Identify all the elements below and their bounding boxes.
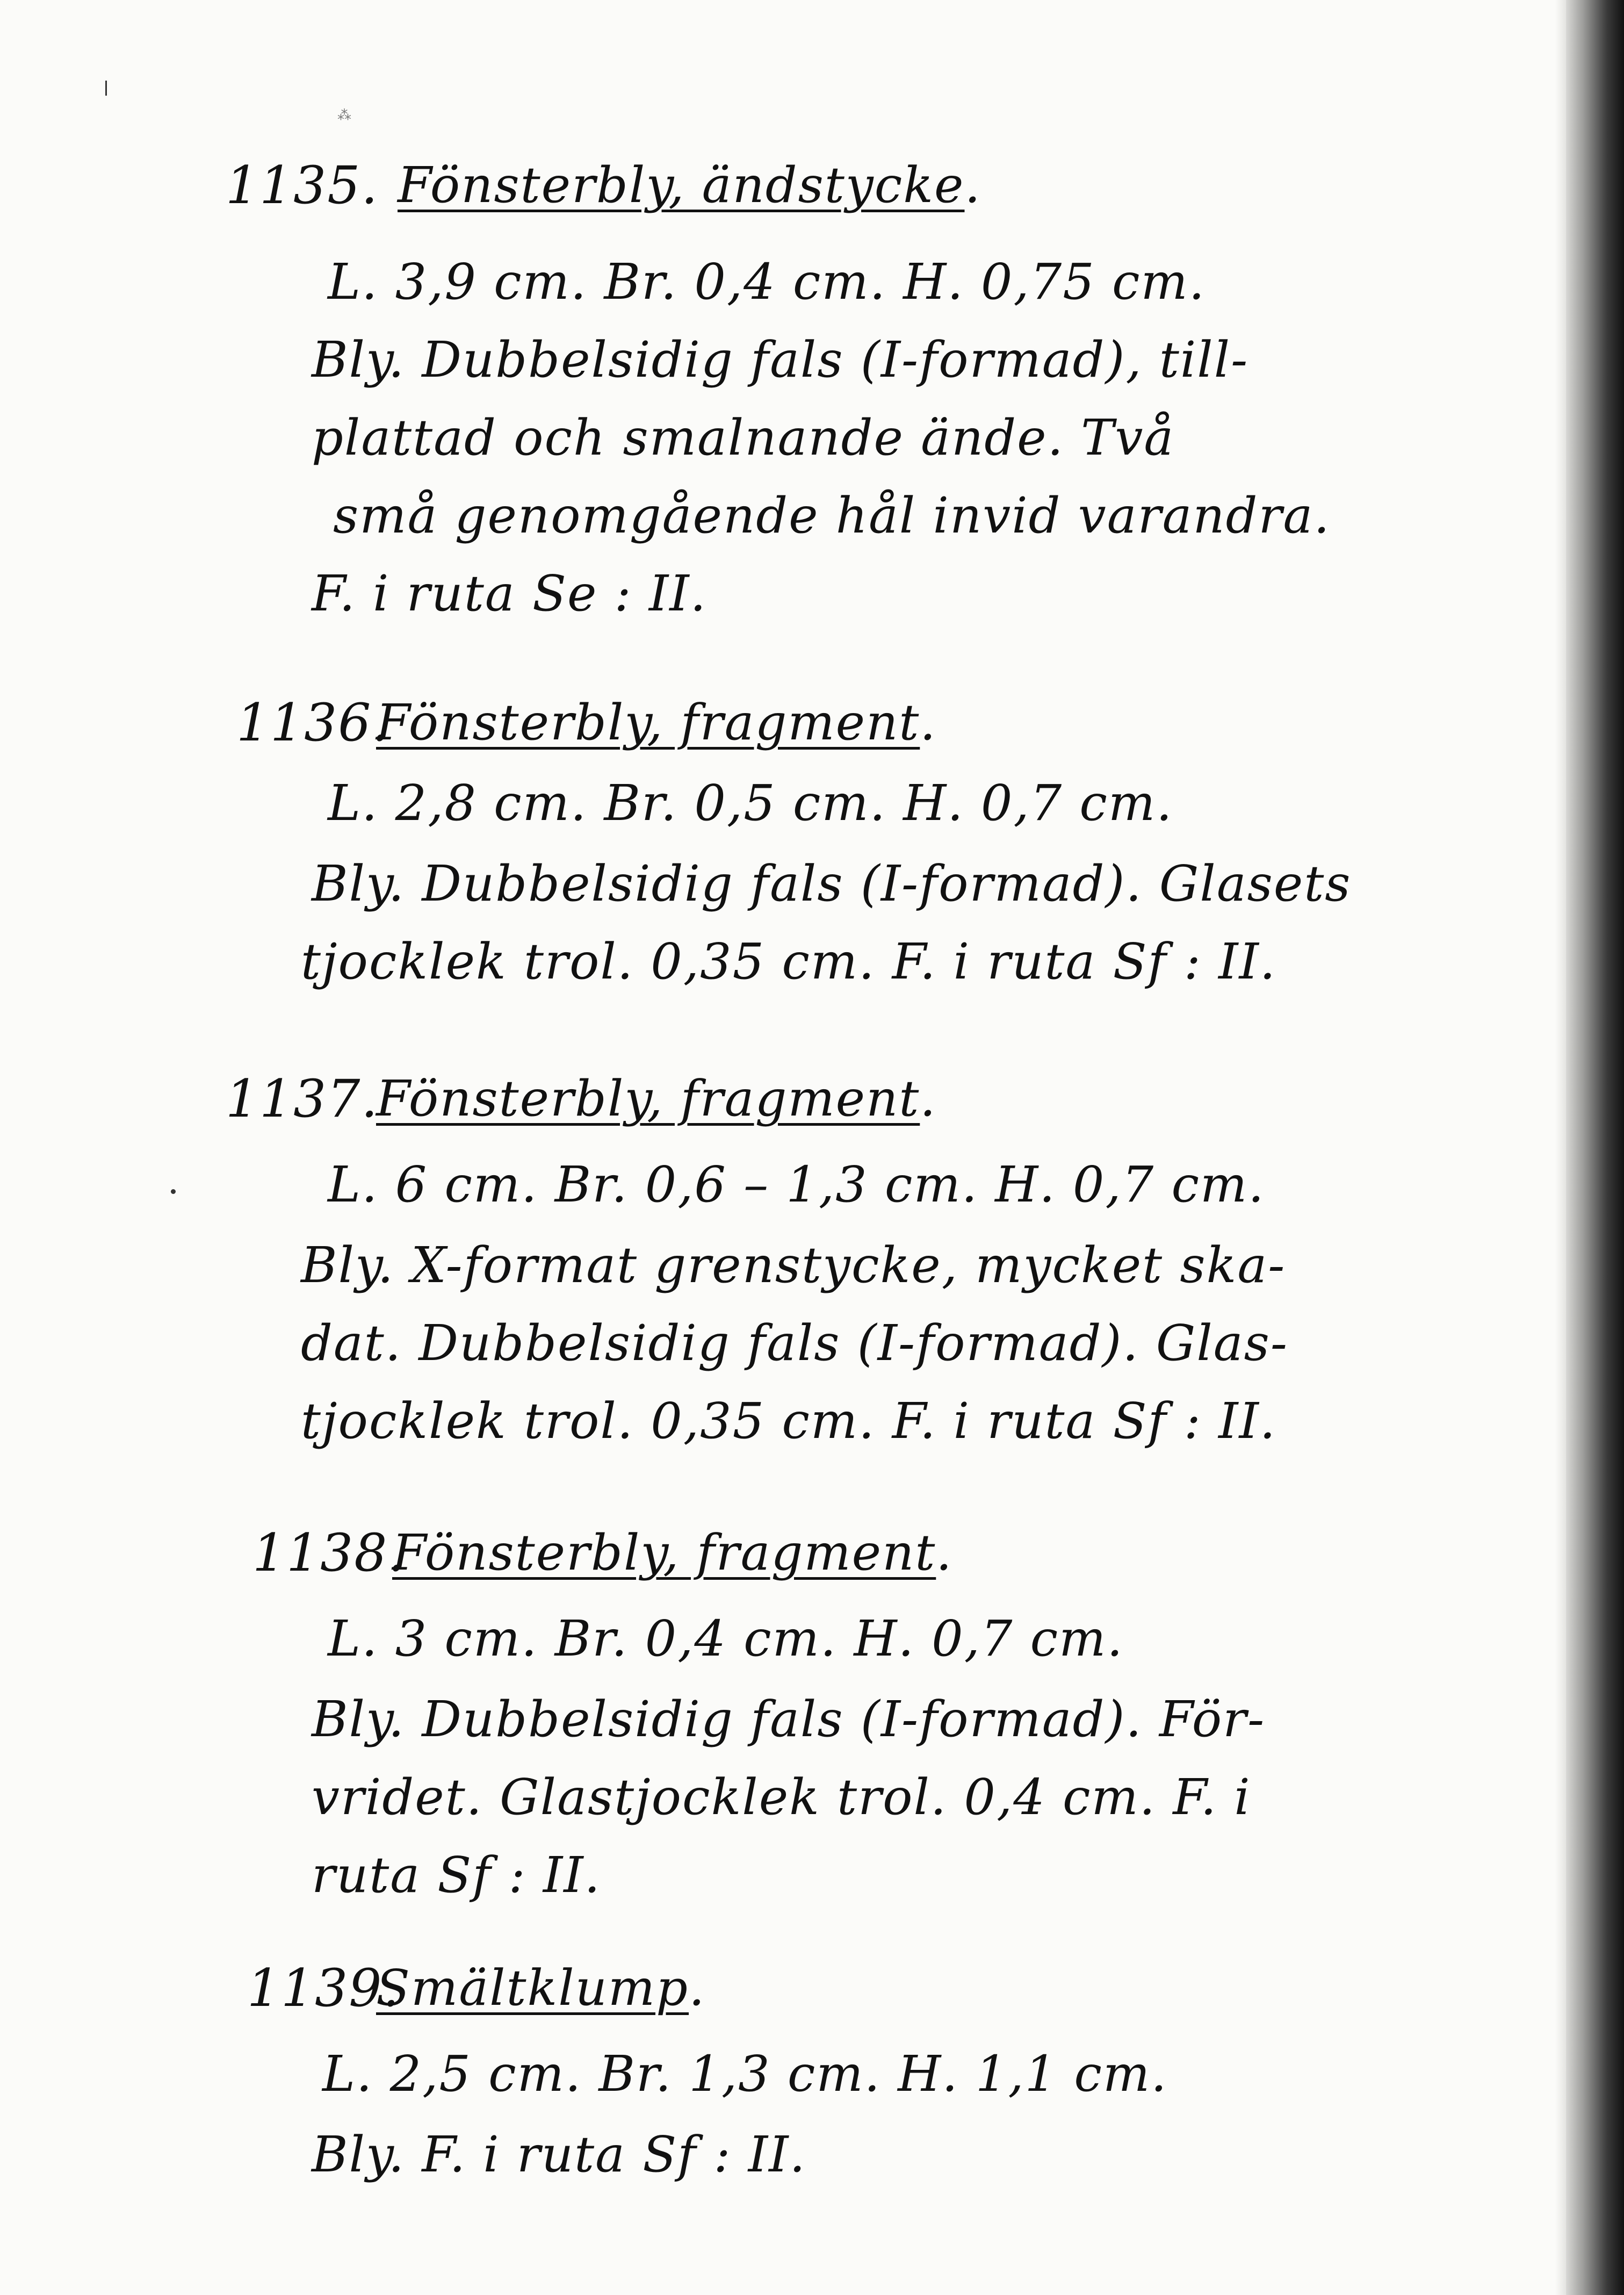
- entry-text-line: Bly. Dubbelsidig fals (I-formad). Glasets: [312, 855, 1352, 912]
- entry-text-line: Bly. X-format grenstycke, mycket ska-: [301, 1236, 1286, 1294]
- entry-text-line: tjocklek trol. 0,35 cm. F. i ruta Sf : II.: [301, 1392, 1277, 1450]
- entry-title-row: [376, 1959, 705, 2018]
- entry-text-line: Bly. Dubbelsidig fals (I-formad). För-: [312, 1690, 1266, 1748]
- entry-text-line: dat. Dubbelsidig fals (I-formad). Glas-: [301, 1314, 1288, 1372]
- margin-mark: [105, 81, 107, 96]
- entry-title-end: .: [920, 694, 937, 751]
- entry-title-row: [398, 156, 981, 215]
- entry-title-end: .: [920, 1070, 937, 1127]
- entry-title: Fönsterbly, fragment: [392, 1524, 936, 1581]
- entry-title-row: [376, 1069, 937, 1128]
- entry-title-row: [376, 693, 937, 752]
- ink-dot: [171, 1189, 176, 1194]
- entry-measures: L. 2,5 cm. Br. 1,3 cm. H. 1,1 cm.: [322, 2045, 1168, 2103]
- entry-number: 1135.: [226, 155, 379, 215]
- entry-measures: L. 3,9 cm. Br. 0,4 cm. H. 0,75 cm.: [328, 253, 1206, 311]
- entry-text-line: plattad och smalnande ände. Två: [312, 409, 1175, 466]
- entry-title: Fönsterbly, fragment: [376, 1070, 920, 1127]
- entry-text-line: Bly. F. i ruta Sf : II.: [312, 2126, 806, 2183]
- page-edge: [1555, 0, 1566, 2295]
- entry-text-line: vridet. Glastjocklek trol. 0,4 cm. F. i: [312, 1768, 1251, 1826]
- entry-number: 1139.: [247, 1958, 400, 2018]
- entry-number: 1137.: [226, 1069, 379, 1129]
- entry-title: Fönsterbly, ändstycke: [398, 156, 965, 214]
- entry-measures: L. 6 cm. Br. 0,6 – 1,3 cm. H. 0,7 cm.: [328, 1156, 1265, 1213]
- entry-title: Fönsterbly, fragment: [376, 694, 920, 751]
- entry-title-end: .: [964, 156, 981, 214]
- entry-measures: L. 3 cm. Br. 0,4 cm. H. 0,7 cm.: [328, 1610, 1124, 1667]
- entry-title: Smältklump: [376, 1959, 689, 2017]
- entry-text-line: ruta Sf : II.: [312, 1846, 601, 1904]
- ink-blot: ⁂: [337, 107, 351, 124]
- entry-title-end: .: [689, 1959, 706, 2017]
- book-spine-shadow: [1566, 0, 1624, 2295]
- entry-text-line: tjocklek trol. 0,35 cm. F. i ruta Sf : II.: [301, 933, 1277, 990]
- entry-text-line: små genomgående hål invid varandra.: [333, 487, 1331, 544]
- entry-text-line: F. i ruta Se : II.: [312, 565, 707, 622]
- entry-title-end: .: [936, 1524, 953, 1581]
- entry-number: 1138.: [252, 1523, 406, 1583]
- entry-title-row: [392, 1523, 953, 1582]
- entry-text-line: Bly. Dubbelsidig fals (I-formad), till-: [312, 331, 1249, 389]
- entry-measures: L. 2,8 cm. Br. 0,5 cm. H. 0,7 cm.: [328, 774, 1173, 832]
- entry-number: 1136.: [236, 693, 389, 753]
